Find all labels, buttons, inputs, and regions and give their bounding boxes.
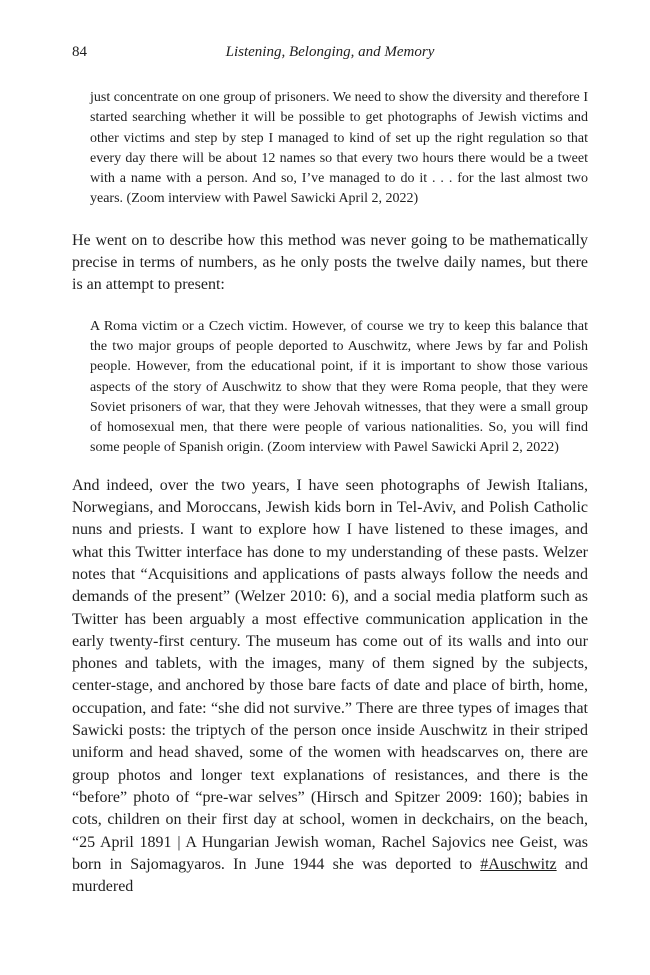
- paragraph-2-text: And indeed, over the two years, I have seen photographs of Jewish Italians, Norwegians, and Moroccans, Jewish kids born in Tel-Aviv, and Polish Catholic nuns and priests. I want to explore how I have listened to these images, and what this Twitter interface has done to my understanding of these pasts. Welzer notes that “Acquisitions and applications of pasts always follow the needs and demands of the present” (Welzer 2010: 6), and a social media platform such as Twitter has been arguably a most effective communication application in the early twenty-first century. The museum has come out of its walls and into our phones and tablets, with the images, many of them signed by the subjects, center-stage, and anchored by those bare facts of date and place of birth, home, occupation, and fate: “she did not survive.” There are three types of images that Sawicki posts: the triptych of the person once inside Auschwitz in their striped uniform and head shaved, some of the women with headscarves on, there are group photos and longer text explanations of resistances, and there is the “before” photo of “pre-war selves” (Hirsch and Spitzer 2009: 160); babies in cots, children on their first day at school, women in deckchairs, on the beach, “25 April 1891 | A Hungarian Jewish woman, Rachel Sajovics nee Geist, was born in Sajomagyaros. In June 1944 she was deported to: [72, 476, 588, 873]
- running-head: Listening, Belonging, and Memory: [225, 44, 435, 60]
- page-number: 84: [72, 44, 87, 60]
- block-quote-1: just concentrate on one group of prisoners. We need to show the diversity and therefore I started searching whether it will be possible to get photographs of Jewish victims and other victims and step by step I managed to kind of set up the right regulation so that every day there will be about 12 names so that every two hours there would be a tweet with a name with a person. And so, I’ve managed to do it . . . for the last almost two years. (Zoom interview with Pawel Sawicki April 2, 2022): [90, 90, 588, 207]
- page-header: [72, 44, 588, 66]
- paragraph-2: [72, 475, 588, 899]
- paragraph-2-tail: and murdered: [72, 855, 588, 896]
- block-quote-2: A Roma victim or a Czech victim. However, of course we try to keep this balance that the two major groups of people deported to Auschwitz, where Jews by far and Polish people. However, from the educational point, if it is important to show those various aspects of the story of Auschwitz to show that they were Roma people, that they were Soviet prisoners of war, that they were Jehovah witnesses, that they were a small group of homosexual men, that there were people of various nationalities. So, you will find some people of Spanish origin. (Zoom interview with Pawel Sawicki April 2, 2022): [90, 318, 588, 456]
- page-body: [72, 88, 588, 898]
- paragraph-1: He went on to describe how this method was never going to be mathematically precise in terms of numbers, as he only posts the twelve daily names, but there is an attempt to present:: [72, 231, 588, 294]
- hashtag-link[interactable]: #Auschwitz: [480, 855, 557, 873]
